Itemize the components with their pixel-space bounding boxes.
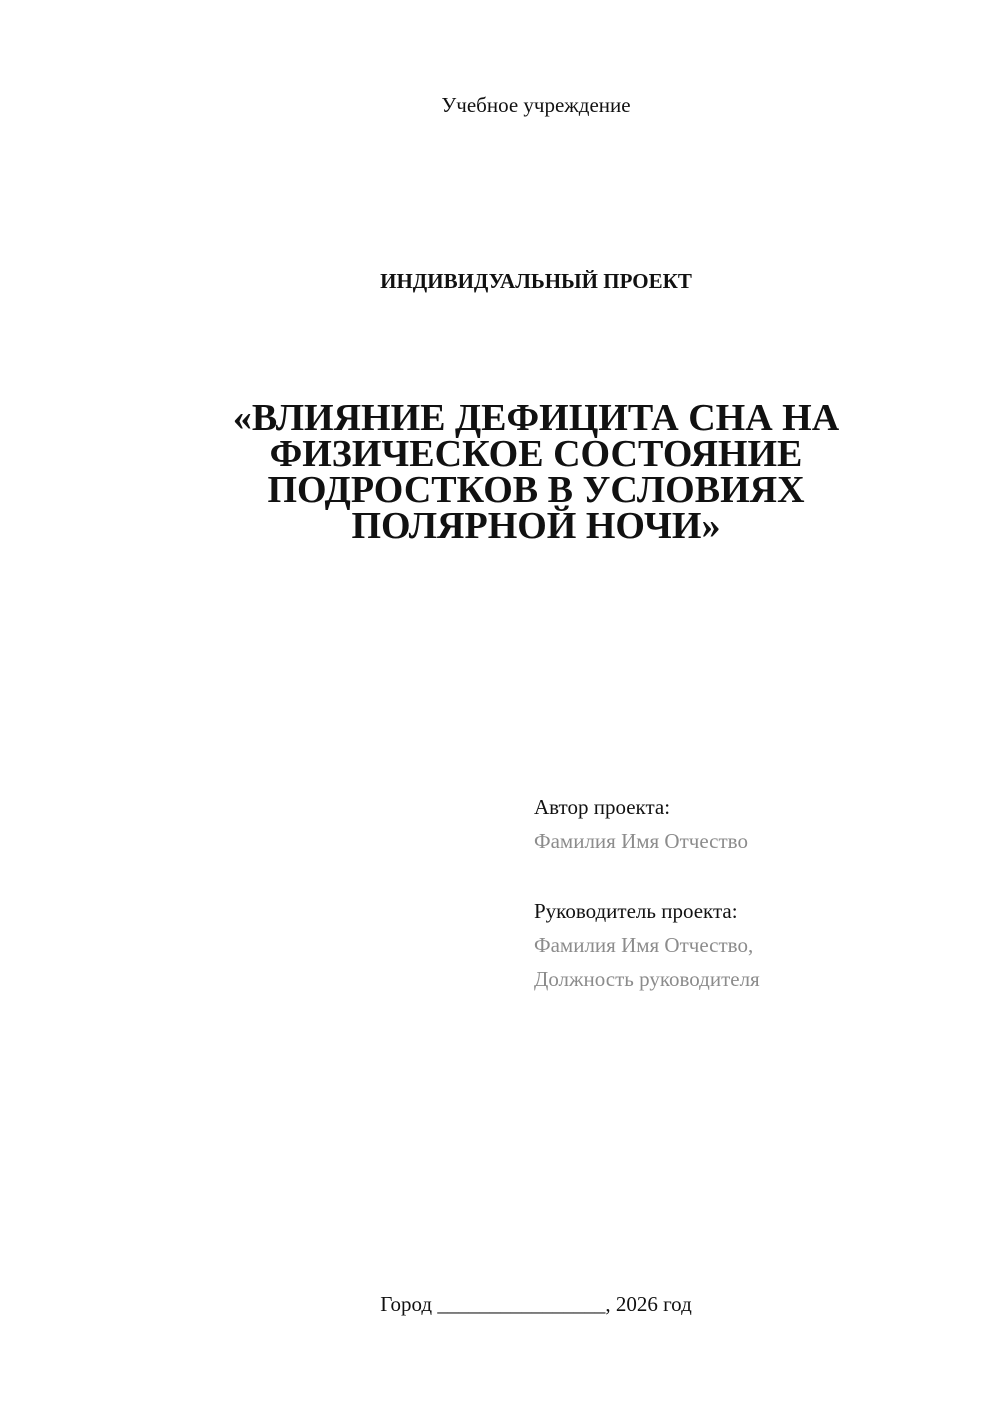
credits-spacer (534, 858, 974, 894)
author-label: Автор проекта: (534, 795, 671, 819)
project-title (200, 397, 872, 547)
supervisor-position-placeholder: Должность руководителя (534, 967, 760, 991)
institution-name: Учебное учреждение (441, 93, 631, 117)
project-title-line: «ВЛИЯНИЕ ДЕФИЦИТА СНА НА (232, 397, 840, 439)
document-type: ИНДИВИДУАЛЬНЫЙ ПРОЕКТ (380, 269, 692, 293)
supervisor-label: Руководитель проекта: (534, 899, 738, 923)
project-title-line: ПОДРОСТКОВ В УСЛОВИЯХ (267, 469, 805, 511)
supervisor-name-placeholder: Фамилия Имя Отчество, (534, 933, 754, 957)
author-name-placeholder: Фамилия Имя Отчество (534, 829, 748, 853)
project-title-line: ПОЛЯРНОЙ НОЧИ» (351, 505, 721, 547)
project-title-line: ФИЗИЧЕСКОЕ СОСТОЯНИЕ (269, 433, 803, 475)
credits-block (534, 790, 974, 996)
city-year-line: Город ________________, 2026 год (380, 1292, 692, 1316)
